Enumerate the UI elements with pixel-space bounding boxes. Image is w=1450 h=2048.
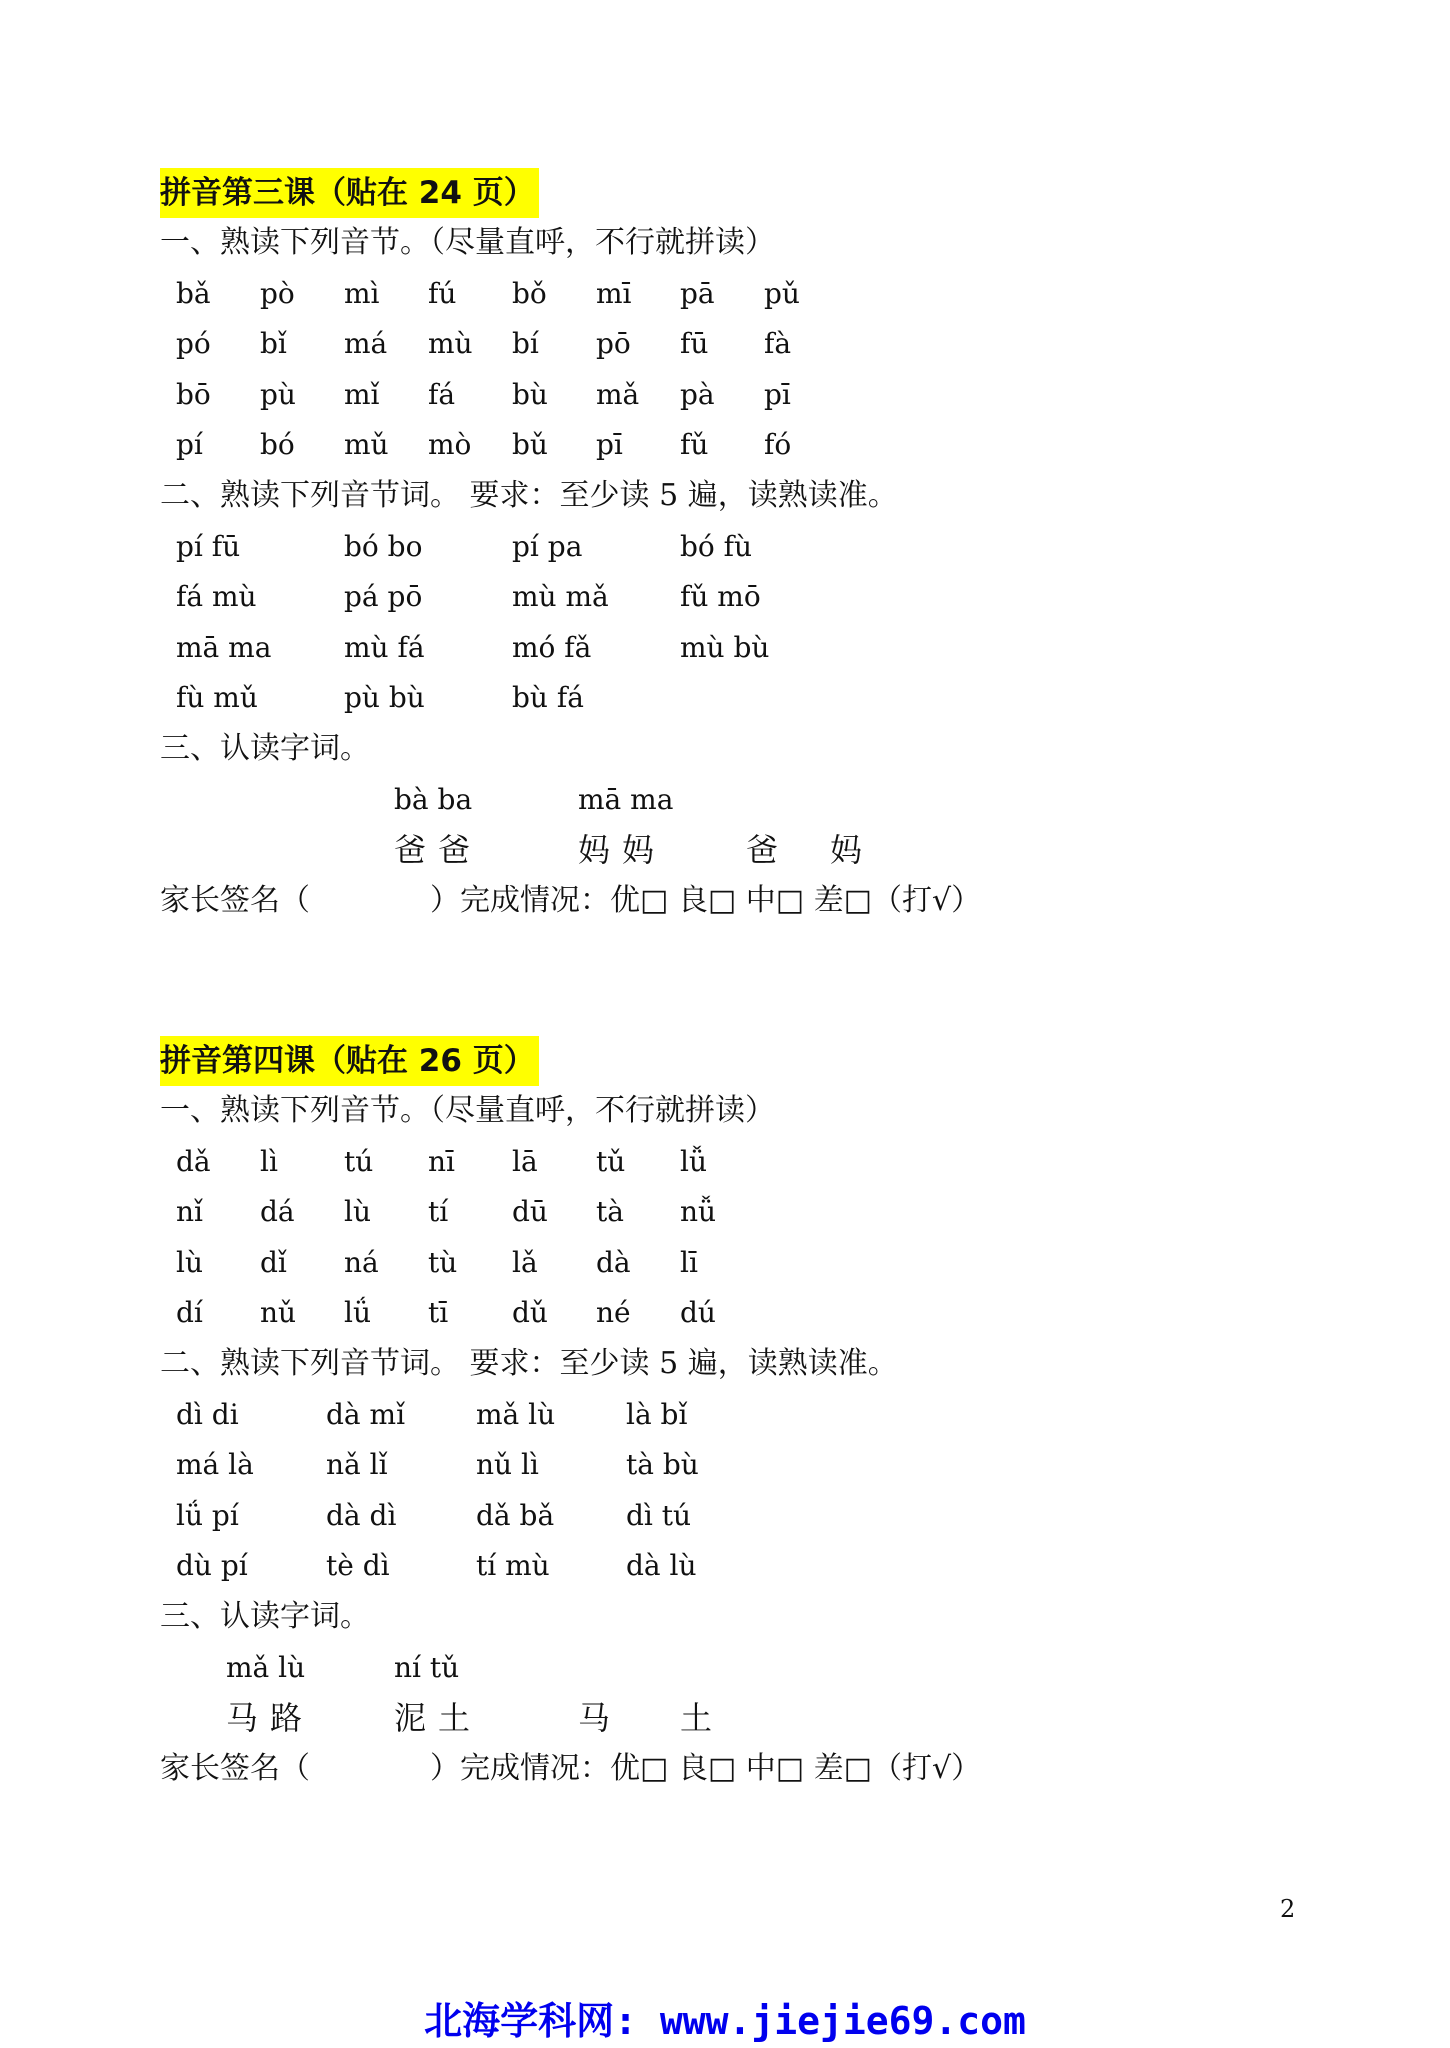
word-row	[160, 623, 1310, 674]
pinyin-word: bó bo	[344, 529, 423, 563]
syllable: dí	[176, 1296, 203, 1330]
syllable: pō	[596, 327, 631, 361]
word-row	[160, 673, 1310, 724]
pinyin-word: pù bù	[344, 681, 425, 715]
syllable-row	[160, 1187, 1310, 1238]
syllable: bǐ	[260, 327, 287, 361]
syllable: má	[344, 327, 388, 361]
syllable: pí	[176, 428, 203, 462]
syllable: fú	[428, 276, 457, 310]
task-2-instruction: 二、熟读下列音节词。 要求：至少读 5 遍，读熟读准。	[160, 477, 898, 513]
task-3-instruction: 三、认读字词。	[160, 730, 370, 766]
pinyin-word: nǔ lì	[476, 1448, 539, 1482]
syllable: tà	[596, 1195, 624, 1229]
word-row	[160, 1491, 1310, 1542]
parent-signature-line: 家长签名（ ）完成情况：优□ 良□ 中□ 差□（打√）	[160, 1750, 982, 1786]
footer-website-link[interactable]: 北海学科网: www.jiejie69.com	[424, 1999, 1026, 2043]
lesson-title: 拼音第四课（贴在 26 页）	[160, 1036, 539, 1086]
syllable: fó	[764, 428, 792, 462]
reading-hanzi: 爸爸	[394, 831, 483, 870]
syllable: fū	[680, 327, 709, 361]
pinyin-word: má là	[176, 1448, 254, 1482]
pinyin-word: dù pí	[176, 1549, 248, 1583]
pinyin-word: fù mǔ	[176, 681, 258, 715]
pinyin-word: là bǐ	[626, 1397, 688, 1431]
reading-pinyin: mā ma	[578, 782, 674, 816]
pinyin-word: fǔ mō	[680, 580, 761, 614]
syllable-row	[160, 370, 1310, 421]
syllable: pó	[176, 327, 211, 361]
lesson-4	[160, 1036, 1310, 1794]
syllable: pī	[596, 428, 623, 462]
pinyin-word: nǎ lǐ	[326, 1448, 388, 1482]
syllable: dà	[596, 1245, 631, 1279]
reading-pinyin: bà ba	[394, 782, 473, 816]
syllable: dū	[512, 1195, 548, 1229]
reading-hanzi: 马	[578, 1699, 623, 1738]
pinyin-word: fá mù	[176, 580, 257, 614]
syllable: bó	[260, 428, 295, 462]
syllable: bō	[176, 377, 211, 411]
syllable-row	[160, 1238, 1310, 1289]
syllable: mò	[428, 428, 472, 462]
syllable: nǔ	[260, 1296, 297, 1330]
syllable: tī	[428, 1296, 449, 1330]
reading-hanzi-row	[160, 825, 1310, 876]
syllable-row	[160, 420, 1310, 471]
syllable: bù	[512, 377, 548, 411]
syllable: mǎ	[596, 377, 640, 411]
pinyin-word: tí mù	[476, 1549, 550, 1583]
pinyin-word: bó fù	[680, 529, 753, 563]
syllable: bǎ	[176, 276, 211, 310]
syllable: dǐ	[260, 1245, 287, 1279]
reading-hanzi: 土	[680, 1699, 725, 1738]
syllable: mī	[596, 276, 632, 310]
pinyin-word: mó fǎ	[512, 630, 592, 664]
task-1-instruction: 一、熟读下列音节。（尽量直呼，不行就拼读）	[160, 225, 775, 260]
syllable: fá	[428, 377, 456, 411]
pinyin-word: mā ma	[176, 630, 272, 664]
syllable: nī	[428, 1144, 455, 1178]
lesson-title: 拼音第三课（贴在 24 页）	[160, 168, 539, 218]
syllable: nǐ	[176, 1195, 203, 1229]
syllable-row	[160, 1137, 1310, 1188]
syllable: pǔ	[764, 276, 800, 310]
syllable: tú	[344, 1144, 374, 1178]
syllable: lī	[680, 1245, 698, 1279]
word-row	[160, 522, 1310, 573]
syllable: pù	[260, 377, 296, 411]
reading-pinyin: mǎ lù	[226, 1650, 306, 1684]
syllable: dá	[260, 1195, 295, 1229]
syllable: mǐ	[344, 377, 380, 411]
pinyin-word: dì di	[176, 1397, 239, 1431]
pinyin-word: pá pō	[344, 580, 423, 614]
syllable: lù	[344, 1195, 371, 1229]
reading-hanzi: 妈妈	[578, 831, 667, 870]
syllable-row	[160, 319, 1310, 370]
task-3-instruction: 三、认读字词。	[160, 1598, 370, 1634]
syllable: lā	[512, 1144, 538, 1178]
reading-hanzi: 马路	[226, 1699, 315, 1738]
syllable: tǔ	[596, 1144, 626, 1178]
reading-pinyin-row	[160, 775, 1310, 826]
syllable: pī	[764, 377, 791, 411]
word-row	[160, 572, 1310, 623]
pinyin-word: mǎ lù	[476, 1397, 556, 1431]
syllable: lǘ	[344, 1296, 371, 1330]
syllable: né	[596, 1296, 631, 1330]
parent-signature-line: 家长签名（ ）完成情况：优□ 良□ 中□ 差□（打√）	[160, 882, 982, 918]
reading-hanzi-row	[160, 1693, 1310, 1744]
syllable: bǔ	[512, 428, 548, 462]
pinyin-word: tà bù	[626, 1448, 699, 1482]
syllable: fǔ	[680, 428, 709, 462]
task-1-instruction: 一、熟读下列音节。（尽量直呼，不行就拼读）	[160, 1093, 775, 1128]
pinyin-word: mù bù	[680, 630, 770, 664]
pinyin-word: lǘ pí	[176, 1498, 239, 1532]
pinyin-word: bù fá	[512, 681, 584, 715]
syllable: pà	[680, 377, 715, 411]
syllable: lù	[176, 1245, 203, 1279]
pinyin-word: mù mǎ	[512, 580, 609, 614]
lesson-3	[160, 168, 1310, 926]
syllable: pā	[680, 276, 715, 310]
syllable: lǎ	[512, 1245, 538, 1279]
syllable: fà	[764, 327, 792, 361]
pinyin-word: mù fá	[344, 630, 425, 664]
syllable-row	[160, 269, 1310, 320]
syllable: dǔ	[512, 1296, 548, 1330]
pinyin-word: dà lù	[626, 1549, 697, 1583]
pinyin-word: dà mǐ	[326, 1397, 406, 1431]
pinyin-word: dì tú	[626, 1498, 692, 1532]
word-row	[160, 1541, 1310, 1592]
syllable: nǚ	[680, 1195, 717, 1229]
syllable: tí	[428, 1195, 449, 1229]
reading-hanzi: 妈	[830, 831, 875, 870]
syllable: lì	[260, 1144, 278, 1178]
reading-hanzi: 泥土	[394, 1699, 483, 1738]
syllable: mù	[428, 327, 473, 361]
syllable: mǔ	[344, 428, 389, 462]
reading-pinyin: ní tǔ	[394, 1650, 460, 1684]
syllable: tù	[428, 1245, 458, 1279]
syllable: mì	[344, 276, 380, 310]
syllable: dú	[680, 1296, 716, 1330]
syllable: bǒ	[512, 276, 547, 310]
syllable: pò	[260, 276, 295, 310]
syllable: ná	[344, 1245, 379, 1279]
reading-hanzi: 爸	[746, 831, 791, 870]
word-row	[160, 1440, 1310, 1491]
pinyin-word: dà dì	[326, 1498, 397, 1532]
pinyin-word: dǎ bǎ	[476, 1498, 555, 1532]
syllable: lǚ	[680, 1144, 707, 1178]
syllable: dǎ	[176, 1144, 211, 1178]
pinyin-word: tè dì	[326, 1549, 390, 1583]
pinyin-word: pí fū	[176, 529, 241, 563]
page-number: 2	[1280, 1895, 1296, 1923]
syllable: bí	[512, 327, 539, 361]
pinyin-word: pí pa	[512, 529, 583, 563]
reading-pinyin-row	[160, 1643, 1310, 1694]
task-2-instruction: 二、熟读下列音节词。 要求：至少读 5 遍，读熟读准。	[160, 1345, 898, 1381]
word-row	[160, 1390, 1310, 1441]
syllable-row	[160, 1288, 1310, 1339]
